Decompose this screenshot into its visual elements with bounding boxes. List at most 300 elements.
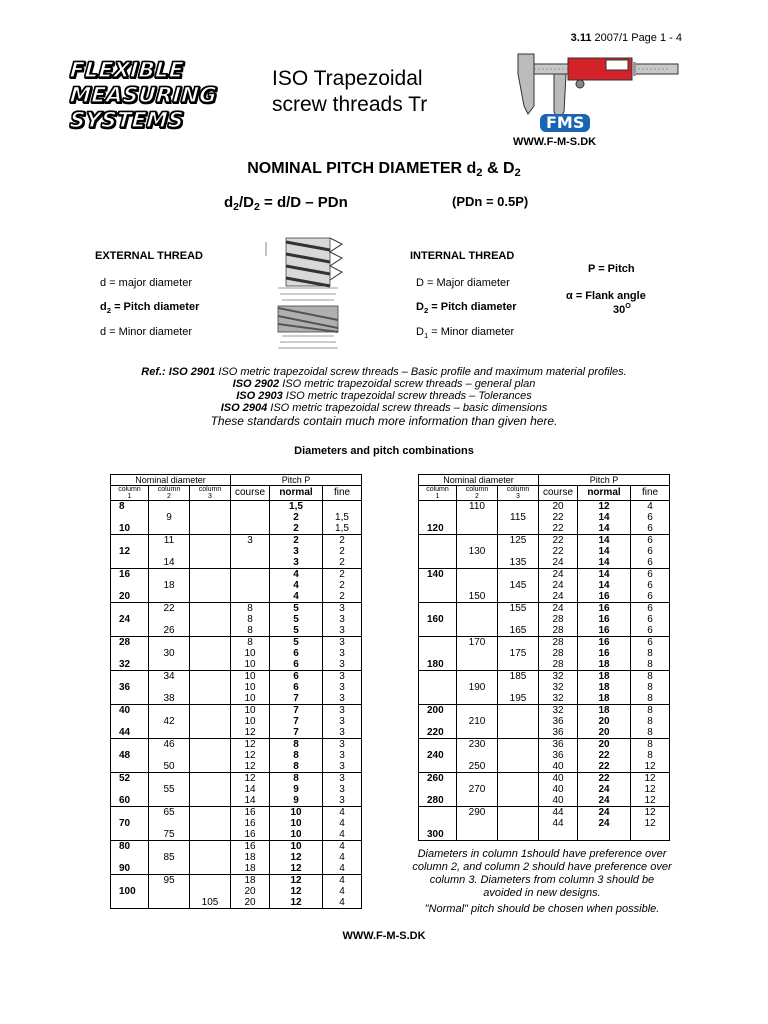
cell-value: 2: [339, 591, 345, 602]
cell-value: 24: [119, 614, 131, 625]
cell-value: 24: [552, 569, 564, 580]
table-row: [111, 603, 362, 637]
column-2-cell: [457, 739, 498, 773]
cell-value: 155: [509, 603, 527, 614]
cell-value: 90: [119, 863, 131, 874]
cell-value: 12: [244, 773, 256, 784]
course-cell: [231, 501, 270, 535]
column-2-cell: [457, 535, 498, 569]
cell-value: 14: [598, 546, 610, 557]
cell-value: 24: [552, 591, 564, 602]
ref-1-text: ISO metric trapezoidal screw threads – Basic profile and maximum material profiles.: [215, 366, 627, 378]
fine-cell: [631, 535, 670, 569]
fine-cell: [323, 807, 362, 841]
cell-value: [498, 569, 538, 580]
section-number: 3.11: [570, 32, 592, 44]
table-row: [419, 603, 670, 637]
legend-pitch: P = Pitch: [588, 263, 635, 275]
table-row: [111, 807, 362, 841]
fine-cell: [631, 705, 670, 739]
column-3-cell: [498, 671, 539, 705]
column-3-cell: [190, 841, 231, 875]
column-1-cell: [419, 671, 457, 705]
cell-value: 135: [509, 557, 527, 568]
fine-cell: [631, 501, 670, 535]
cell-value: 40: [552, 773, 564, 784]
cell-value: [190, 501, 230, 512]
cell-value: [111, 648, 148, 659]
cell-value: [190, 682, 230, 693]
cell-value: 3: [339, 682, 345, 693]
title-line-1: ISO Trapezoidal: [272, 67, 423, 90]
course-cell: [539, 807, 578, 841]
cell-value: 26: [163, 625, 175, 636]
cell-value: 6: [647, 523, 653, 534]
cell-value: [190, 863, 230, 874]
cell-value: 6: [647, 637, 653, 648]
cell-value: 5: [293, 637, 299, 648]
col2-word: column: [157, 486, 181, 493]
cell-value: [111, 829, 148, 840]
cell-value: 36: [552, 716, 564, 727]
col2-header: [149, 486, 190, 501]
cell-value: 8: [247, 637, 253, 648]
cell-value: [190, 512, 230, 523]
cell-value: 8: [247, 625, 253, 636]
cell-value: 18: [598, 705, 610, 716]
cell-value: [457, 512, 497, 523]
heading-text: NOMINAL PITCH DIAMETER d: [247, 160, 477, 177]
cell-value: 3: [339, 784, 345, 795]
normal-cell: [270, 603, 323, 637]
col3-num: 3: [516, 493, 520, 500]
cell-value: [190, 705, 230, 716]
cell-value: 10: [244, 659, 256, 670]
cell-value: 10: [290, 841, 302, 852]
column-3-cell: [498, 535, 539, 569]
pitch-header: Pitch P: [231, 475, 362, 486]
column-1-cell: [111, 705, 149, 739]
ref-line-5: These standards contain much more information than given here.: [210, 414, 558, 428]
cell-value: 18: [598, 659, 610, 670]
table-row: [419, 535, 670, 569]
ref-4-text: ISO metric trapezoidal screw threads – basic dimensions: [267, 402, 548, 414]
cell-value: 270: [468, 784, 486, 795]
cell-value: 125: [509, 535, 527, 546]
cell-value: 8: [119, 501, 125, 512]
cell-value: 2: [339, 557, 345, 568]
cell-value: [419, 761, 456, 772]
normal-cell: [270, 637, 323, 671]
cell-value: 6: [647, 546, 653, 557]
cell-value: 3: [339, 659, 345, 670]
cell-value: [149, 659, 189, 670]
cell-value: 38: [163, 693, 175, 704]
cell-value: [457, 795, 497, 806]
course-cell: [539, 705, 578, 739]
cell-value: 10: [244, 682, 256, 693]
cell-value: [149, 614, 189, 625]
column-3-cell: [190, 535, 231, 569]
cell-value: [190, 761, 230, 772]
cell-value: [111, 580, 148, 591]
cell-value: [149, 705, 189, 716]
cell-value: 280: [427, 795, 444, 806]
column-3-cell: [190, 705, 231, 739]
fine-cell: [631, 603, 670, 637]
cell-value: 16: [598, 603, 610, 614]
normal-cell: [578, 671, 631, 705]
preference-note: Diameters in column 1should have preference over column 2, and column 2 should have preference over column 3. Diameters from column 3 should be avoided in new designs.: [412, 848, 672, 899]
column-1-cell: [419, 637, 457, 671]
cell-value: [457, 693, 497, 704]
cell-value: 18: [598, 671, 610, 682]
cell-value: [190, 829, 230, 840]
column-1-cell: [111, 739, 149, 773]
cell-value: 210: [468, 716, 486, 727]
cell-value: [419, 625, 456, 636]
cell-value: 32: [119, 659, 131, 670]
cell-value: [419, 671, 456, 682]
cell-value: 80: [119, 841, 131, 852]
normal-cell: [578, 637, 631, 671]
cell-value: 4: [339, 897, 345, 908]
cell-value: 36: [119, 682, 131, 693]
cell-value: [149, 501, 189, 512]
column-1-cell: [111, 603, 149, 637]
cell-value: [498, 716, 538, 727]
table-row: [111, 569, 362, 603]
cell-value: 16: [244, 841, 256, 852]
cell-value: 220: [427, 727, 444, 738]
cell-value: 50: [163, 761, 175, 772]
fine-cell: [631, 569, 670, 603]
fine-cell: [323, 705, 362, 739]
cell-value: 18: [244, 852, 256, 863]
cell-value: 32: [552, 693, 564, 704]
cell-value: 9: [166, 512, 172, 523]
cell-value: 14: [598, 557, 610, 568]
cell-value: [419, 580, 456, 591]
cell-value: 3: [339, 705, 345, 716]
cell-value: 6: [293, 648, 299, 659]
cell-value: 300: [427, 829, 444, 840]
column-3-cell: [190, 569, 231, 603]
cell-value: 14: [598, 535, 610, 546]
course-cell: [231, 671, 270, 705]
nominal-header: Nominal diameter: [419, 475, 539, 486]
cell-value: [457, 659, 497, 670]
cell-value: 8: [247, 614, 253, 625]
normal-cell: [270, 535, 323, 569]
cell-value: 180: [427, 659, 444, 670]
cell-value: [498, 761, 538, 772]
cell-value: 200: [427, 705, 444, 716]
column-3-cell: [498, 569, 539, 603]
cell-value: [498, 795, 538, 806]
cell-value: 6: [647, 614, 653, 625]
cell-value: [190, 852, 230, 863]
cell-value: 12: [290, 886, 302, 897]
cell-value: 150: [468, 591, 486, 602]
column-1-cell: [419, 705, 457, 739]
cell-value: [190, 739, 230, 750]
cell-value: [149, 773, 189, 784]
column-3-cell: [498, 705, 539, 739]
cell-value: [231, 546, 269, 557]
cell-value: 7: [293, 693, 299, 704]
cell-value: 24: [552, 580, 564, 591]
column-2-cell: [457, 671, 498, 705]
ref-3-id: ISO 2903: [236, 390, 283, 402]
cell-value: [190, 591, 230, 602]
cell-value: [149, 795, 189, 806]
fine-cell: [323, 569, 362, 603]
cell-value: 11: [163, 535, 175, 546]
cell-value: 160: [427, 614, 444, 625]
normal-cell: [270, 807, 323, 841]
cell-value: 195: [509, 693, 527, 704]
cell-value: 8: [293, 739, 299, 750]
table-row: [419, 807, 670, 841]
ref-1-id: Ref.: ISO 2901: [141, 366, 216, 378]
column-3-cell: [190, 875, 231, 909]
cell-value: 10: [290, 829, 302, 840]
internal-title: INTERNAL THREAD: [410, 250, 515, 262]
formula-sub-b: 2: [254, 201, 260, 213]
cell-value: 16: [598, 625, 610, 636]
cell-value: 10: [244, 716, 256, 727]
cell-value: [111, 897, 148, 908]
fine-cell: [631, 671, 670, 705]
cell-value: 1,5: [335, 512, 349, 523]
cell-value: 8: [647, 693, 653, 704]
page-title: [272, 66, 427, 118]
external-d2-sub: 2: [106, 306, 112, 315]
cell-value: [190, 580, 230, 591]
cell-value: 120: [427, 523, 444, 534]
pitch-header: Pitch P: [539, 475, 670, 486]
internal-D1-post: = Minor diameter: [428, 326, 515, 338]
cell-value: 250: [468, 761, 486, 772]
column-2-cell: [149, 671, 190, 705]
cell-value: 12: [244, 727, 256, 738]
course-cell: [539, 739, 578, 773]
course-cell: [231, 773, 270, 807]
cell-value: 20: [244, 897, 256, 908]
col3-word: column: [198, 486, 222, 493]
cell-value: 12: [644, 795, 656, 806]
page-info: 2007/1 Page 1 - 4: [594, 32, 682, 44]
table-row: [111, 705, 362, 739]
column-1-cell: [111, 637, 149, 671]
column-2-cell: [149, 535, 190, 569]
cell-value: [190, 818, 230, 829]
col1-word: column: [118, 486, 141, 493]
cell-value: 12: [244, 761, 256, 772]
column-1-cell: [111, 875, 149, 909]
cell-value: 28: [119, 637, 131, 648]
internal-D1-sub: 1: [423, 331, 429, 340]
cell-value: 16: [598, 591, 610, 602]
website-top: WWW.F-M-S.DK: [513, 136, 597, 148]
cell-value: 12: [598, 501, 610, 512]
cell-value: 12: [644, 784, 656, 795]
col1-header: [111, 486, 149, 501]
col2-header: [457, 486, 498, 501]
cell-value: [419, 648, 456, 659]
cell-value: 145: [509, 580, 527, 591]
cell-value: 3: [339, 603, 345, 614]
normal-cell: [270, 773, 323, 807]
course-cell: [231, 807, 270, 841]
cell-value: [578, 829, 630, 840]
normal-cell: [270, 501, 323, 535]
column-2-cell: [149, 637, 190, 671]
course-cell: [539, 569, 578, 603]
course-cell: [539, 535, 578, 569]
cell-value: [111, 512, 148, 523]
course-cell: [231, 705, 270, 739]
normal-cell: [270, 841, 323, 875]
column-1-cell: [111, 773, 149, 807]
cell-value: [111, 875, 148, 886]
column-3-cell: [190, 501, 231, 535]
col1-num: 1: [435, 493, 440, 500]
cell-value: 3: [339, 716, 345, 727]
cell-value: [498, 659, 538, 670]
cell-value: 4: [339, 886, 345, 897]
cell-value: [457, 705, 497, 716]
cell-value: [111, 603, 148, 614]
cell-value: 16: [598, 637, 610, 648]
cell-value: 8: [647, 727, 653, 738]
cell-value: [419, 818, 456, 829]
cell-value: [457, 614, 497, 625]
cell-value: 4: [339, 818, 345, 829]
section-heading: [0, 160, 768, 178]
cell-value: 12: [290, 852, 302, 863]
cell-value: [190, 727, 230, 738]
cell-value: [190, 750, 230, 761]
cell-value: 5: [293, 625, 299, 636]
external-d2: [100, 301, 199, 313]
cell-value: 3: [339, 773, 345, 784]
course-cell: [231, 535, 270, 569]
cell-value: [498, 784, 538, 795]
normal-cell: [578, 535, 631, 569]
cell-value: 6: [647, 535, 653, 546]
cell-value: [190, 535, 230, 546]
cell-value: 10: [244, 671, 256, 682]
cell-value: 6: [647, 569, 653, 580]
normal-pitch-note: "Normal" pitch should be chosen when possible.: [424, 903, 660, 915]
cell-value: [419, 784, 456, 795]
cell-value: 14: [598, 580, 610, 591]
fine-cell: [323, 773, 362, 807]
cell-value: 12: [119, 546, 131, 557]
ref-2-id: ISO 2902: [232, 378, 280, 390]
normal-cell: [270, 671, 323, 705]
cell-value: [498, 546, 538, 557]
cell-value: 130: [468, 546, 486, 557]
cell-value: [498, 637, 538, 648]
cell-value: 8: [647, 739, 653, 750]
cell-value: [149, 546, 189, 557]
cell-value: 10: [244, 705, 256, 716]
cell-value: 22: [552, 512, 564, 523]
cell-value: [190, 841, 230, 852]
cell-value: 20: [598, 739, 610, 750]
normal-cell: [578, 773, 631, 807]
column-1-cell: [111, 569, 149, 603]
cell-value: 2: [339, 569, 345, 580]
cell-value: [419, 807, 456, 818]
cell-value: 3: [339, 625, 345, 636]
table-row: [111, 637, 362, 671]
cell-value: [419, 739, 456, 750]
column-1-cell: [419, 739, 457, 773]
cell-value: 7: [293, 727, 299, 738]
normal-cell: [270, 875, 323, 909]
cell-value: [419, 603, 456, 614]
cell-value: 185: [509, 671, 527, 682]
cell-value: 32: [552, 705, 564, 716]
nominal-header: Nominal diameter: [111, 475, 231, 486]
cell-value: 36: [552, 739, 564, 750]
cell-value: [111, 671, 148, 682]
right-pitch-table: [418, 474, 670, 841]
column-1-cell: [419, 535, 457, 569]
fms-brand-logo: FMS: [540, 114, 590, 132]
cell-value: [111, 693, 148, 704]
cell-value: [498, 705, 538, 716]
table-row: [111, 671, 362, 705]
cell-value: 8: [293, 750, 299, 761]
cell-value: 24: [598, 818, 610, 829]
internal-D1: [416, 326, 514, 338]
cell-value: 230: [468, 739, 486, 750]
cell-value: [231, 569, 269, 580]
normal-cell: [578, 603, 631, 637]
cell-value: 12: [290, 897, 302, 908]
cell-value: 6: [293, 682, 299, 693]
cell-value: 2: [293, 512, 299, 523]
cell-value: 36: [552, 727, 564, 738]
cell-value: 6: [647, 625, 653, 636]
column-2-cell: [149, 501, 190, 535]
cell-value: 5: [293, 603, 299, 614]
cell-value: [190, 557, 230, 568]
logo-line-1: FLEXIBLE: [69, 58, 185, 82]
external-d1: [100, 326, 192, 338]
cell-value: [498, 773, 538, 784]
cell-value: 20: [119, 591, 131, 602]
cell-value: 290: [468, 807, 486, 818]
website-bottom: WWW.F-M-S.DK: [342, 930, 426, 942]
column-2-cell: [149, 603, 190, 637]
cell-value: [190, 773, 230, 784]
heading-amp: & D: [482, 160, 515, 177]
table-row: [419, 705, 670, 739]
fine-cell: [631, 637, 670, 671]
column-1-cell: [111, 535, 149, 569]
cell-value: [111, 784, 148, 795]
cell-value: [190, 523, 230, 534]
cell-value: [498, 682, 538, 693]
cell-value: [111, 761, 148, 772]
column-2-cell: [149, 773, 190, 807]
